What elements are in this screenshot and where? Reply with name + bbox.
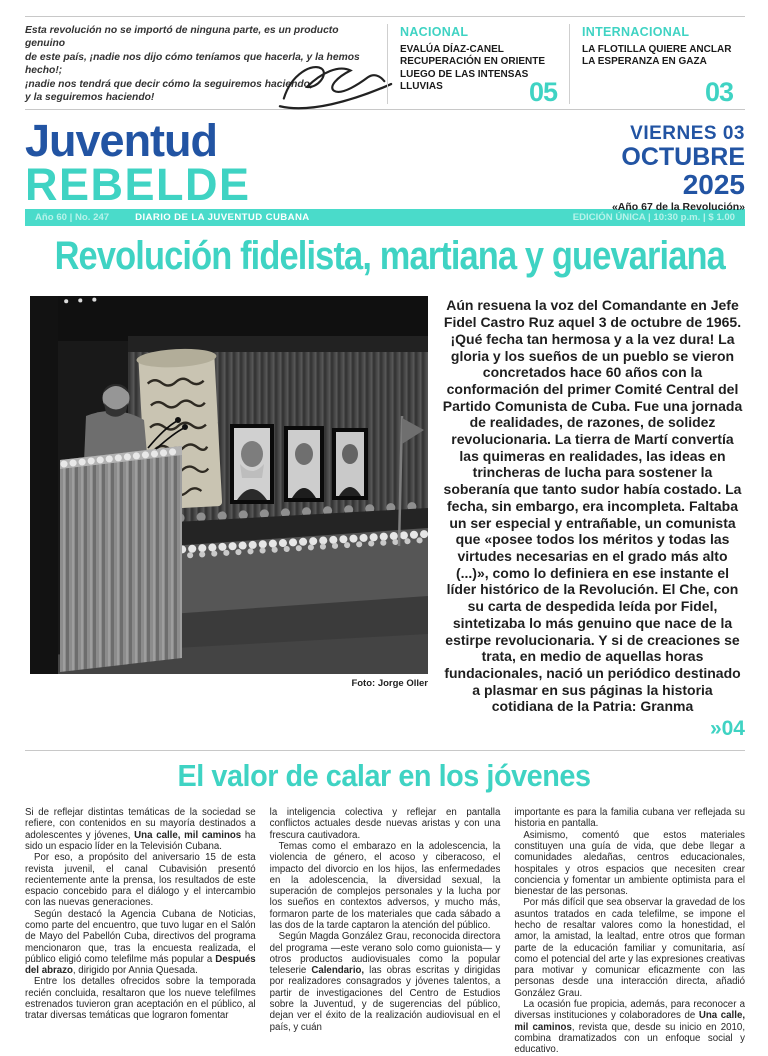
quote-line: de este país, ¡nadie nos dijo cómo teníamos que hacerla, y la hemos hecho!;: [25, 51, 360, 77]
portrait-mella: [332, 428, 368, 500]
logo-word-rebelde: REBELDE: [25, 158, 251, 210]
paragraph: Entre los detalles ofrecidos sobre la temporada recién concluida, resaltaron que los nueve telefilmes estrenados tuvieron gran aceptación en el público, al tratar diversas temáticas que lograron fomentar: [25, 976, 256, 1022]
paragraph: Según destacó la Agencia Cubana de Noticias, como parte del encuentro, que tuvo lugar en el Salón de Mayo del Pabellón Cuba, directivos del programa mencionaron que, tras la encuesta realizada, el público eligió como telefilme más popular a Después del abrazo, dirigido por Annia Quesada.: [25, 908, 256, 977]
date-year: 2025: [682, 168, 745, 200]
main-headline: Revolución fidelista, martiana y guevariana: [54, 234, 725, 279]
portrait-lenin: [284, 426, 324, 502]
nacional-page-number: 05: [528, 77, 557, 108]
paragraph: Por eso, a propósito del aniversario 15 de esta revista juvenil, el canal Cubavisión presentó recientemente ante la prensa, los resultados de este espacio concebido para el diálogo y el intercambio con las nuevas generaciones.: [25, 852, 256, 909]
photo-caption: Foto: Jorge Oller: [351, 678, 428, 690]
lead-photo: [30, 296, 428, 741]
paragraph: La ocasión fue propicia, además, para reconocer a diversas instituciones y colaboradores de Una calle, mil caminos, revista que, desde su inicio en 2010, combina dramatizados con un enfoque social y educativo.: [514, 999, 746, 1056]
internacional-label: INTERNACIONAL: [582, 25, 690, 39]
issue-info-bar: [25, 209, 745, 226]
paragraph: Según Magda González Grau, reconocida directora del programa —este verano solo como guionista— y otros productos audiovisuales como la popular teleserie Calendario, las obras escritas y dirigidas por realizadores consagrados y jóvenes talentos, a partir de investigaciones del Centro de Estudios sobre la Juventud, y de sugerencias del público, dejan ver el éxito de la realización audiovisual en el país, y cuán: [269, 931, 501, 1033]
feature-column-3: [514, 807, 745, 1056]
lead-story: [30, 296, 745, 741]
date-month: OCTUBRE: [621, 143, 745, 172]
newspaper-logo: [25, 115, 251, 210]
portrait-marx: [230, 424, 274, 504]
nacional-headline: EVALÚA DÍAZ-CANEL RECUPERACIÓN EN ORIENTE LUEGO DE LAS INTENSAS LLUVIAS: [400, 44, 546, 92]
jump-page-number: »04: [709, 717, 745, 741]
issue-number: Año 60 | No. 247: [35, 212, 110, 224]
top-strip: [25, 17, 745, 109]
quote-line: ¡nadie nos tendrá que decir cómo la seguiremos haciendo,: [25, 78, 313, 90]
paragraph: importante es para la familia cubana ver reflejada su historia en pantalla.: [514, 807, 746, 830]
paragraph: Asimismo, comentó que estos materiales constituyen una guía de vida, que debe llegar a comunidades aledañas, centros educacionales, hospitales y otros espacios que necesiten crear conciencia y fomentar un ambiente optimista para el bienestar de las personas.: [514, 829, 746, 898]
masthead: [25, 110, 745, 213]
internacional-page-number: 03: [704, 77, 733, 108]
revolution-year-note: «Año 67 de la Revolución»: [611, 200, 745, 213]
lead-photo-image: [30, 296, 428, 674]
issue-info-left: [35, 212, 310, 223]
paragraph: Por más difícil que sea observar la gravedad de los asuntos tratados en cada telefilme, se impone el hecho de resaltar valores como la honestidad, el amor, la amistad, la lealtad, entre otros que forman parte de la educación familiar y comunitaria, así como el potencial del arte y las expresiones creativas para motivar y comunicar eficazmente con las personas desde una interacción directa, añadió González Grau.: [514, 897, 746, 999]
nacional-teaser: [387, 24, 569, 108]
date-weekday: VIERNES 03: [630, 123, 745, 145]
internacional-teaser: [569, 24, 745, 108]
logo-word-juventud: Juventud: [25, 115, 218, 167]
fidel-signature-icon: [277, 56, 395, 114]
feature-headline: El valor de calar en los jóvenes: [177, 758, 591, 794]
paragraph: Si de reflejar distintas temáticas de la sociedad se refiere, con contenidos en su mayoría destinados a adolescentes y jóvenes, Una calle, mil caminos ha sido un espacio líder en la Televisión Cubana.: [25, 807, 256, 852]
tagline: DIARIO DE LA JUVENTUD CUBANA: [135, 212, 310, 224]
feature-article: [25, 807, 745, 1056]
date-block: [612, 119, 745, 213]
lead-body-text: Aún resuena la voz del Comandante en Jefe Fidel Castro Ruz aquel 3 de octubre de 1965. ¡Qué fecha tan hermosa y a la vez dura! La gloria y los sueños de un pueblo se vieron concretados hace 60 años con la conformación del primer Comité Central del Partido Comunista de Cuba. Fue una jornada de realidades, de razones, de solidez revolucionaria. La tierra de Martí convertía las quimeras en realidades, las ideas en trincheras de lucha para sostener la soberanía que tanto sudor había costado. La fecha, sin embargo, era incompleta. Faltaba un ser especial y entrañable, un comunista que «posee todos los méritos y todas las virtudes necesarias en el grado más alto (...)», como lo definiera en ese instante el líder histórico de la Revolución. El Che, con su carta de despedida leída por Fidel, sintetizaba lo más genuino que nace de la estirpe revolucionaria. Y si de creaciones se trata, en medio de aquellas horas fundacionales, nació un periódico destinado a plasmar en sus páginas la historia cotidiana de la Patria: Granma: [442, 297, 743, 715]
fidel-quote-block: [25, 24, 387, 104]
nacional-label: NACIONAL: [400, 25, 469, 39]
lead-article: [440, 296, 745, 741]
quote-line: Esta revolución no se importó de ninguna parte, es un producto genuino: [25, 25, 339, 50]
edition-price: EDICIÓN ÚNICA | 10:30 p.m. | $ 1.00: [572, 212, 735, 224]
feature-column-2: [270, 807, 501, 1056]
paragraph: la inteligencia colectiva y reflejar en pantalla conflictos actuales desde nuevas aristas y con una frescura cautivadora.: [269, 807, 501, 841]
quote-line: y la seguiremos haciendo!: [25, 92, 155, 104]
internacional-headline: LA FLOTILLA QUIERE ANCLAR LA ESPERANZA EN GAZA: [582, 44, 732, 68]
section-rule: [25, 750, 745, 751]
paragraph: Temas como el embarazo en la adolescencia, la violencia de género, el acoso y ciberacoso, el impacto del divorcio en los hijos, las enfermedades en la adolescencia, la diversidad sexual, la superación de complejos personales y la lucha por los sueños en contextos adversos, y mucho más, formaron parte de los materiales que cada sábado a las dos de la tarde captaron la atención del público.: [269, 840, 501, 931]
feature-column-1: [25, 807, 256, 1056]
